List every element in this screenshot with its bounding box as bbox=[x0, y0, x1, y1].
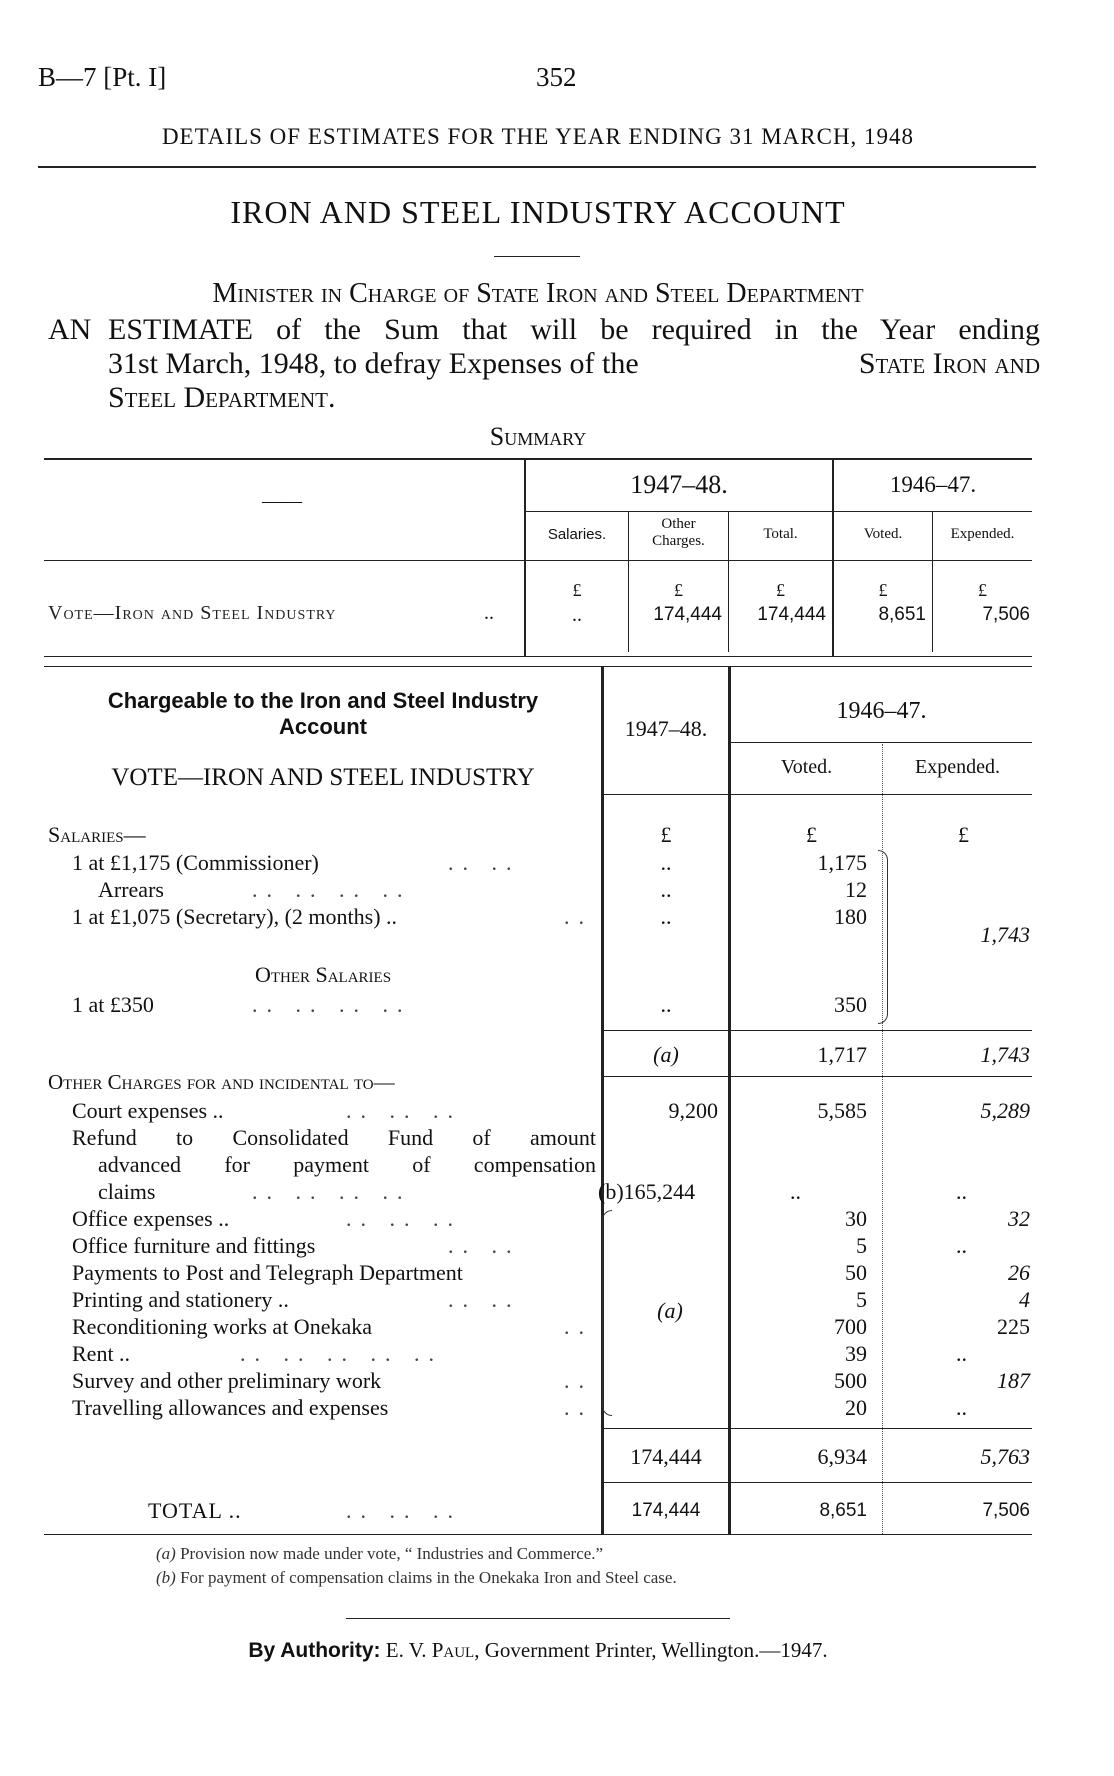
details-col-voted: Voted. bbox=[780, 756, 833, 778]
summary-pound-5: £ bbox=[978, 580, 987, 600]
subtotal-est: 174,444 bbox=[630, 1444, 702, 1469]
salary-arrears-leader: .. .. .. .. bbox=[252, 877, 412, 902]
total-expended: 7,506 bbox=[982, 1500, 1030, 1521]
estimate-lead: AN bbox=[48, 313, 92, 346]
header-rule bbox=[38, 166, 1036, 168]
details-head-rule bbox=[604, 794, 1032, 795]
salary-commissioner-est: .. bbox=[660, 850, 672, 875]
office-expenses-voted: 30 bbox=[845, 1206, 867, 1231]
summary-col-1946: 1946–47. bbox=[889, 472, 977, 497]
page-number: 352 bbox=[536, 62, 577, 92]
details-col-1946: 1946–47. bbox=[836, 698, 927, 724]
other-items-est: (a) bbox=[657, 1298, 683, 1323]
footnote-a-mark: (a) bbox=[156, 1544, 176, 1563]
salary-secretary-leader: .. bbox=[564, 904, 593, 929]
subtotal-voted: 6,934 bbox=[817, 1444, 867, 1469]
salary-secretary-voted: 180 bbox=[834, 904, 867, 929]
details-top-rule bbox=[44, 666, 1032, 667]
summary-top-rule bbox=[44, 458, 1032, 460]
summary-row-salaries: .. bbox=[572, 604, 582, 626]
salaries-subtotal-voted: 1,717 bbox=[817, 1042, 867, 1067]
total-label: TOTAL .. bbox=[148, 1498, 242, 1523]
survey-expended: 187 bbox=[997, 1368, 1030, 1393]
salary-350-leader: .. .. .. .. bbox=[252, 992, 412, 1017]
post-telegraph-voted: 50 bbox=[845, 1260, 867, 1285]
estimate-line-2-text: 31st March, 1948, to defray Expenses of the bbox=[108, 347, 639, 380]
details-col-expended: Expended. bbox=[915, 756, 1000, 778]
details-col-1947: 1947–48. bbox=[624, 716, 708, 741]
summary-row-other: 174,444 bbox=[653, 604, 722, 625]
vote-heading: VOTE—IRON AND STEEL INDUSTRY bbox=[111, 764, 535, 791]
details-year-rule bbox=[731, 742, 1032, 743]
footnote-b bbox=[156, 1568, 677, 1588]
title-rule bbox=[494, 256, 580, 257]
footnote-b-mark: (b) bbox=[156, 1568, 176, 1587]
post-telegraph-label: Payments to Post and Telegraph Department bbox=[72, 1260, 463, 1285]
printing-label: Printing and stationery .. bbox=[72, 1287, 289, 1312]
summary-row-total: 174,444 bbox=[757, 604, 826, 625]
summary-row-voted: 8,651 bbox=[878, 604, 926, 625]
reconditioning-voted: 700 bbox=[834, 1314, 867, 1339]
refund-voted: .. bbox=[790, 1179, 801, 1204]
summary-pound-3: £ bbox=[776, 580, 785, 600]
details-pound-3: £ bbox=[958, 822, 969, 847]
salary-arrears-label: Arrears bbox=[98, 877, 164, 902]
other-charges-heading: Other Charges for and incidental to— bbox=[48, 1070, 395, 1094]
imprint-suffix: Government Printer, Wellington.—1947. bbox=[484, 1638, 828, 1662]
summary-col-1947: 1947–48. bbox=[630, 470, 728, 499]
details-pound-2: £ bbox=[806, 822, 817, 847]
court-expenses-voted: 5,585 bbox=[817, 1098, 867, 1123]
estimate-line-2-dept: State Iron and bbox=[858, 347, 1040, 380]
office-furniture-expended: .. bbox=[956, 1233, 967, 1258]
reconditioning-leader: .. bbox=[564, 1314, 593, 1339]
salary-arrears-voted: 12 bbox=[845, 877, 867, 902]
salaries-brace-icon bbox=[878, 850, 888, 1024]
summary-sub-total: Total. bbox=[763, 526, 798, 542]
summary-heading: Summary bbox=[489, 422, 587, 451]
imprint-rule bbox=[346, 1618, 730, 1619]
estimate-line-3: Steel Department. bbox=[108, 381, 336, 414]
footnote-b-text: For payment of compensation claims in the Onekaka Iron and Steel case. bbox=[180, 1568, 677, 1587]
refund-expended: .. bbox=[956, 1179, 967, 1204]
salaries-subtotal-bottom-rule bbox=[604, 1076, 1032, 1077]
running-title: DETAILS OF ESTIMATES FOR THE YEAR ENDING 31 MARCH, 1948 bbox=[161, 124, 915, 149]
court-expenses-leader: .. .. .. bbox=[346, 1098, 462, 1123]
details-bottom-rule bbox=[44, 1534, 1032, 1535]
salaries-subtotal-est: (a) bbox=[653, 1042, 679, 1067]
survey-voted: 500 bbox=[834, 1368, 867, 1393]
summary-row-expended: 7,506 bbox=[982, 604, 1030, 625]
salaries-heading: Salaries— bbox=[48, 822, 146, 847]
salary-350-label: 1 at £350 bbox=[72, 992, 154, 1017]
rent-label: Rent .. bbox=[72, 1341, 131, 1366]
summary-head-rule bbox=[44, 560, 1032, 561]
subtotal-expended: 5,763 bbox=[980, 1444, 1030, 1469]
summary-sub-salaries: Salaries. bbox=[547, 526, 607, 543]
other-salaries-heading: Other Salaries bbox=[254, 962, 392, 987]
survey-label: Survey and other preliminary work bbox=[72, 1368, 382, 1393]
rent-expended: .. bbox=[956, 1341, 967, 1366]
travelling-leader: .. bbox=[564, 1395, 593, 1420]
printing-voted: 5 bbox=[856, 1287, 867, 1312]
summary-row-leader: .. bbox=[484, 602, 494, 624]
travelling-voted: 20 bbox=[845, 1395, 867, 1420]
summary-sub-other bbox=[629, 516, 728, 550]
footnote-a bbox=[156, 1544, 603, 1564]
salary-350-est: .. bbox=[660, 992, 672, 1017]
chargeable-heading-2: Account bbox=[279, 714, 367, 739]
total-voted: 8,651 bbox=[819, 1500, 867, 1521]
chargeable-heading-1: Chargeable to the Iron and Steel Industry bbox=[107, 688, 539, 713]
total-est: 174,444 bbox=[631, 1500, 701, 1521]
post-telegraph-expended: 26 bbox=[1008, 1260, 1030, 1285]
travelling-expended: .. bbox=[956, 1395, 967, 1420]
page-reference: B—7 [Pt. I] bbox=[38, 62, 167, 92]
summary-pound-2: £ bbox=[674, 580, 683, 600]
refund-line-1: Refund to Consolidated Fund of amount bbox=[72, 1125, 596, 1150]
rent-voted: 39 bbox=[845, 1341, 867, 1366]
refund-leader: .. .. .. .. bbox=[252, 1179, 412, 1204]
survey-leader: .. bbox=[564, 1368, 593, 1393]
account-title: IRON AND STEEL INDUSTRY ACCOUNT bbox=[230, 194, 846, 230]
total-leader: .. .. .. bbox=[346, 1498, 462, 1523]
salary-secretary-label: 1 at £1,075 (Secretary), (2 months) .. bbox=[72, 904, 398, 929]
summary-row-label: Vote—Iron and Steel Industry bbox=[48, 602, 337, 624]
printing-leader: .. .. bbox=[448, 1287, 521, 1312]
subtotal-bottom-rule bbox=[604, 1482, 1032, 1483]
office-furniture-voted: 5 bbox=[856, 1233, 867, 1258]
subtotal-rule bbox=[604, 1428, 1032, 1429]
other-items-brace-icon bbox=[602, 1210, 612, 1416]
imprint-prefix: By Authority: bbox=[248, 1639, 381, 1662]
summary-pound-4: £ bbox=[878, 580, 888, 600]
summary-sub-other-2: Charges. bbox=[652, 533, 705, 549]
office-furniture-label: Office furniture and fittings bbox=[72, 1233, 316, 1258]
footnote-a-text: Provision now made under vote, “ Industries and Commerce.” bbox=[180, 1544, 604, 1563]
rent-leader: .. .. .. .. .. bbox=[240, 1341, 443, 1366]
summary-sub-expended: Expended. bbox=[950, 526, 1015, 542]
imprint-name: E. V. Paul, bbox=[385, 1638, 480, 1662]
imprint bbox=[38, 1638, 1038, 1663]
office-furniture-leader: .. .. bbox=[448, 1233, 521, 1258]
summary-dash: —— bbox=[262, 490, 302, 512]
reconditioning-label: Reconditioning works at Onekaka bbox=[72, 1314, 372, 1339]
printing-expended: 4 bbox=[1019, 1287, 1030, 1312]
salary-commissioner-label: 1 at £1,175 (Commissioner) bbox=[72, 850, 319, 875]
court-expenses-est: 9,200 bbox=[668, 1098, 718, 1123]
salaries-subtotal-rule bbox=[604, 1030, 1032, 1031]
chargeable-heading bbox=[48, 688, 598, 740]
summary-sub-voted: Voted. bbox=[863, 526, 903, 542]
salaries-subtotal-expended: 1,743 bbox=[980, 1042, 1030, 1067]
office-expenses-expended: 32 bbox=[1008, 1206, 1030, 1231]
office-expenses-leader: .. .. .. bbox=[346, 1206, 462, 1231]
salary-commissioner-leader: .. .. bbox=[448, 850, 521, 875]
estimate-line-1: ESTIMATE of the Sum that will be required in the Year ending bbox=[108, 313, 1040, 346]
refund-line-2: advanced for payment of compensation bbox=[98, 1152, 596, 1177]
salaries-expended: 1,743 bbox=[980, 922, 1030, 947]
details-pound-1: £ bbox=[660, 822, 672, 847]
estimate-line-2 bbox=[108, 347, 1040, 381]
court-expenses-expended: 5,289 bbox=[980, 1098, 1030, 1123]
summary-sub-other-1: Other bbox=[661, 516, 696, 532]
court-expenses-label: Court expenses .. bbox=[72, 1098, 224, 1123]
salary-secretary-est: .. bbox=[660, 904, 672, 929]
refund-line-3: claims bbox=[98, 1179, 156, 1204]
salary-commissioner-voted: 1,175 bbox=[817, 850, 867, 875]
summary-pound-1: £ bbox=[572, 580, 582, 600]
summary-bottom-rule bbox=[44, 656, 1032, 657]
refund-est: (b)165,244 bbox=[598, 1179, 696, 1204]
salary-arrears-est: .. bbox=[660, 877, 672, 902]
summary-year-rule bbox=[526, 511, 1032, 512]
travelling-label: Travelling allowances and expenses bbox=[72, 1395, 389, 1420]
office-expenses-label: Office expenses .. bbox=[72, 1206, 230, 1231]
salary-350-voted: 350 bbox=[834, 992, 867, 1017]
reconditioning-expended: 225 bbox=[997, 1314, 1030, 1339]
minister-line: Minister in Charge of State Iron and Steel Department bbox=[212, 278, 864, 309]
